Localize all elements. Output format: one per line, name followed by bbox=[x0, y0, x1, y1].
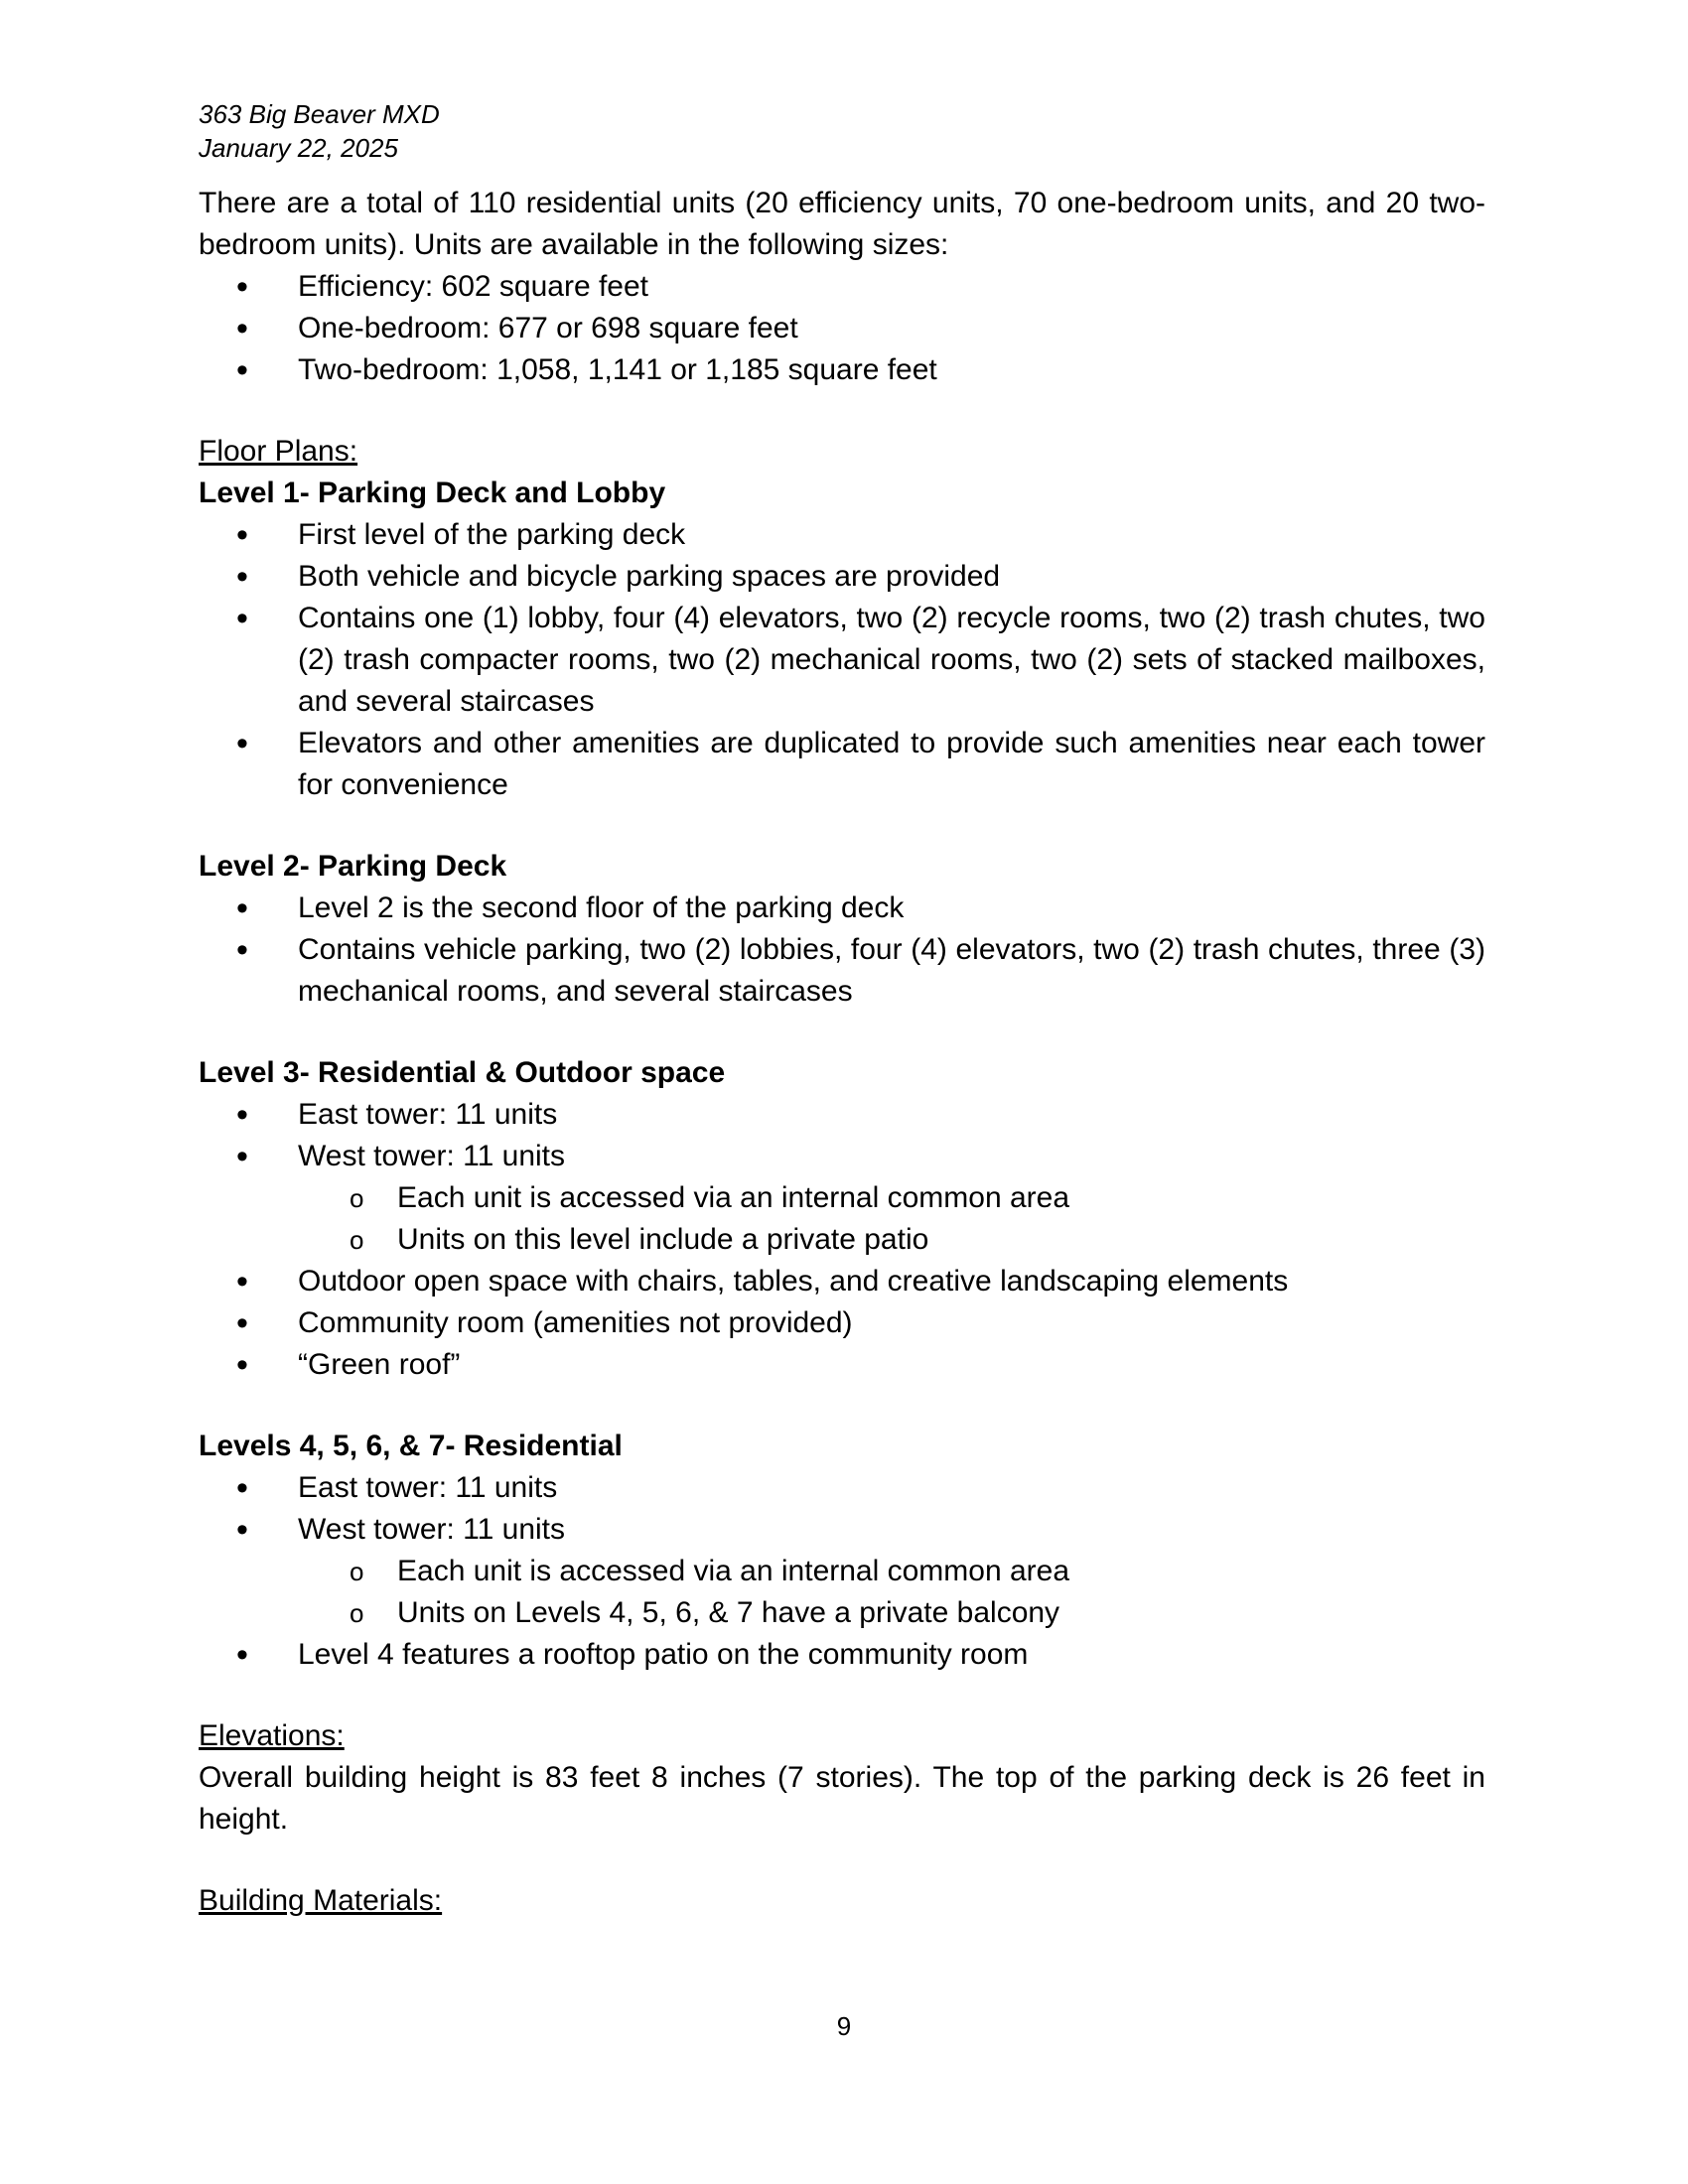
running-header bbox=[199, 97, 1485, 165]
list-item-label: West tower: 11 units bbox=[298, 1140, 566, 1172]
level4to7-sublist bbox=[298, 1551, 1485, 1634]
level1-list bbox=[199, 514, 1485, 806]
page-number: 9 bbox=[836, 2011, 852, 2041]
list-item: o Units on Levels 4, 5, 6, & 7 have a private balcony bbox=[397, 1592, 1485, 1634]
level2-list bbox=[199, 887, 1485, 1013]
page-content bbox=[199, 97, 1485, 1922]
level1-heading: Level 1- Parking Deck and Lobby bbox=[199, 477, 666, 509]
list-item: • One-bedroom: 677 or 698 square feet bbox=[298, 308, 1485, 349]
list-item: • Outdoor open space with chairs, tables, and creative landscaping elements bbox=[298, 1261, 1485, 1302]
list-item: • Level 2 is the second floor of the parking deck bbox=[298, 887, 1485, 929]
list-item: • East tower: 11 units bbox=[298, 1094, 1485, 1136]
list-item: • East tower: 11 units bbox=[298, 1467, 1485, 1509]
header-project: 363 Big Beaver MXD bbox=[199, 99, 440, 129]
list-item: o Units on this level include a private patio bbox=[397, 1219, 1485, 1261]
list-item: • Both vehicle and bicycle parking spaces are provided bbox=[298, 556, 1485, 598]
list-item: • Efficiency: 602 square feet bbox=[298, 266, 1485, 308]
list-item: o Each unit is accessed via an internal common area bbox=[397, 1551, 1485, 1592]
level4to7-list bbox=[199, 1467, 1485, 1676]
list-item: • Elevators and other amenities are duplicated to provide such amenities near each tower for convenience bbox=[298, 723, 1485, 806]
list-item bbox=[298, 1509, 1485, 1634]
level3-sublist bbox=[298, 1177, 1485, 1261]
list-item: • Contains vehicle parking, two (2) lobbies, four (4) elevators, two (2) trash chutes, three (3) mechanical rooms, and several staircases bbox=[298, 929, 1485, 1013]
list-item: • Contains one (1) lobby, four (4) elevators, two (2) recycle rooms, two (2) trash chutes, two (2) trash compacter rooms, two (2) mechanical rooms, two (2) sets of stacked mailboxes, and several staircases bbox=[298, 598, 1485, 723]
unit-sizes-list bbox=[199, 266, 1485, 391]
building-materials-heading: Building Materials: bbox=[199, 1884, 443, 1917]
floor-plans-heading: Floor Plans: bbox=[199, 435, 358, 468]
level4to7-heading: Levels 4, 5, 6, & 7- Residential bbox=[199, 1430, 623, 1462]
intro-paragraph: There are a total of 110 residential units (20 efficiency units, 70 one-bedroom units, and 20 two-bedroom units). Units are available in the following sizes: bbox=[199, 187, 1485, 261]
list-item-label: West tower: 11 units bbox=[298, 1513, 566, 1546]
level3-list bbox=[199, 1094, 1485, 1386]
list-item: • “Green roof” bbox=[298, 1344, 1485, 1386]
list-item: • Community room (amenities not provided) bbox=[298, 1302, 1485, 1344]
list-item: • Two-bedroom: 1,058, 1,141 or 1,185 square feet bbox=[298, 349, 1485, 391]
level3-heading: Level 3- Residential & Outdoor space bbox=[199, 1056, 726, 1089]
list-item bbox=[298, 1136, 1485, 1261]
list-item: • First level of the parking deck bbox=[298, 514, 1485, 556]
elevations-paragraph: Overall building height is 83 feet 8 inches (7 stories). The top of the parking deck is 26 feet in height. bbox=[199, 1761, 1485, 1836]
header-date: January 22, 2025 bbox=[199, 133, 398, 163]
elevations-heading: Elevations: bbox=[199, 1719, 345, 1752]
list-item: o Each unit is accessed via an internal common area bbox=[397, 1177, 1485, 1219]
level2-heading: Level 2- Parking Deck bbox=[199, 850, 507, 883]
list-item: • Level 4 features a rooftop patio on the community room bbox=[298, 1634, 1485, 1676]
